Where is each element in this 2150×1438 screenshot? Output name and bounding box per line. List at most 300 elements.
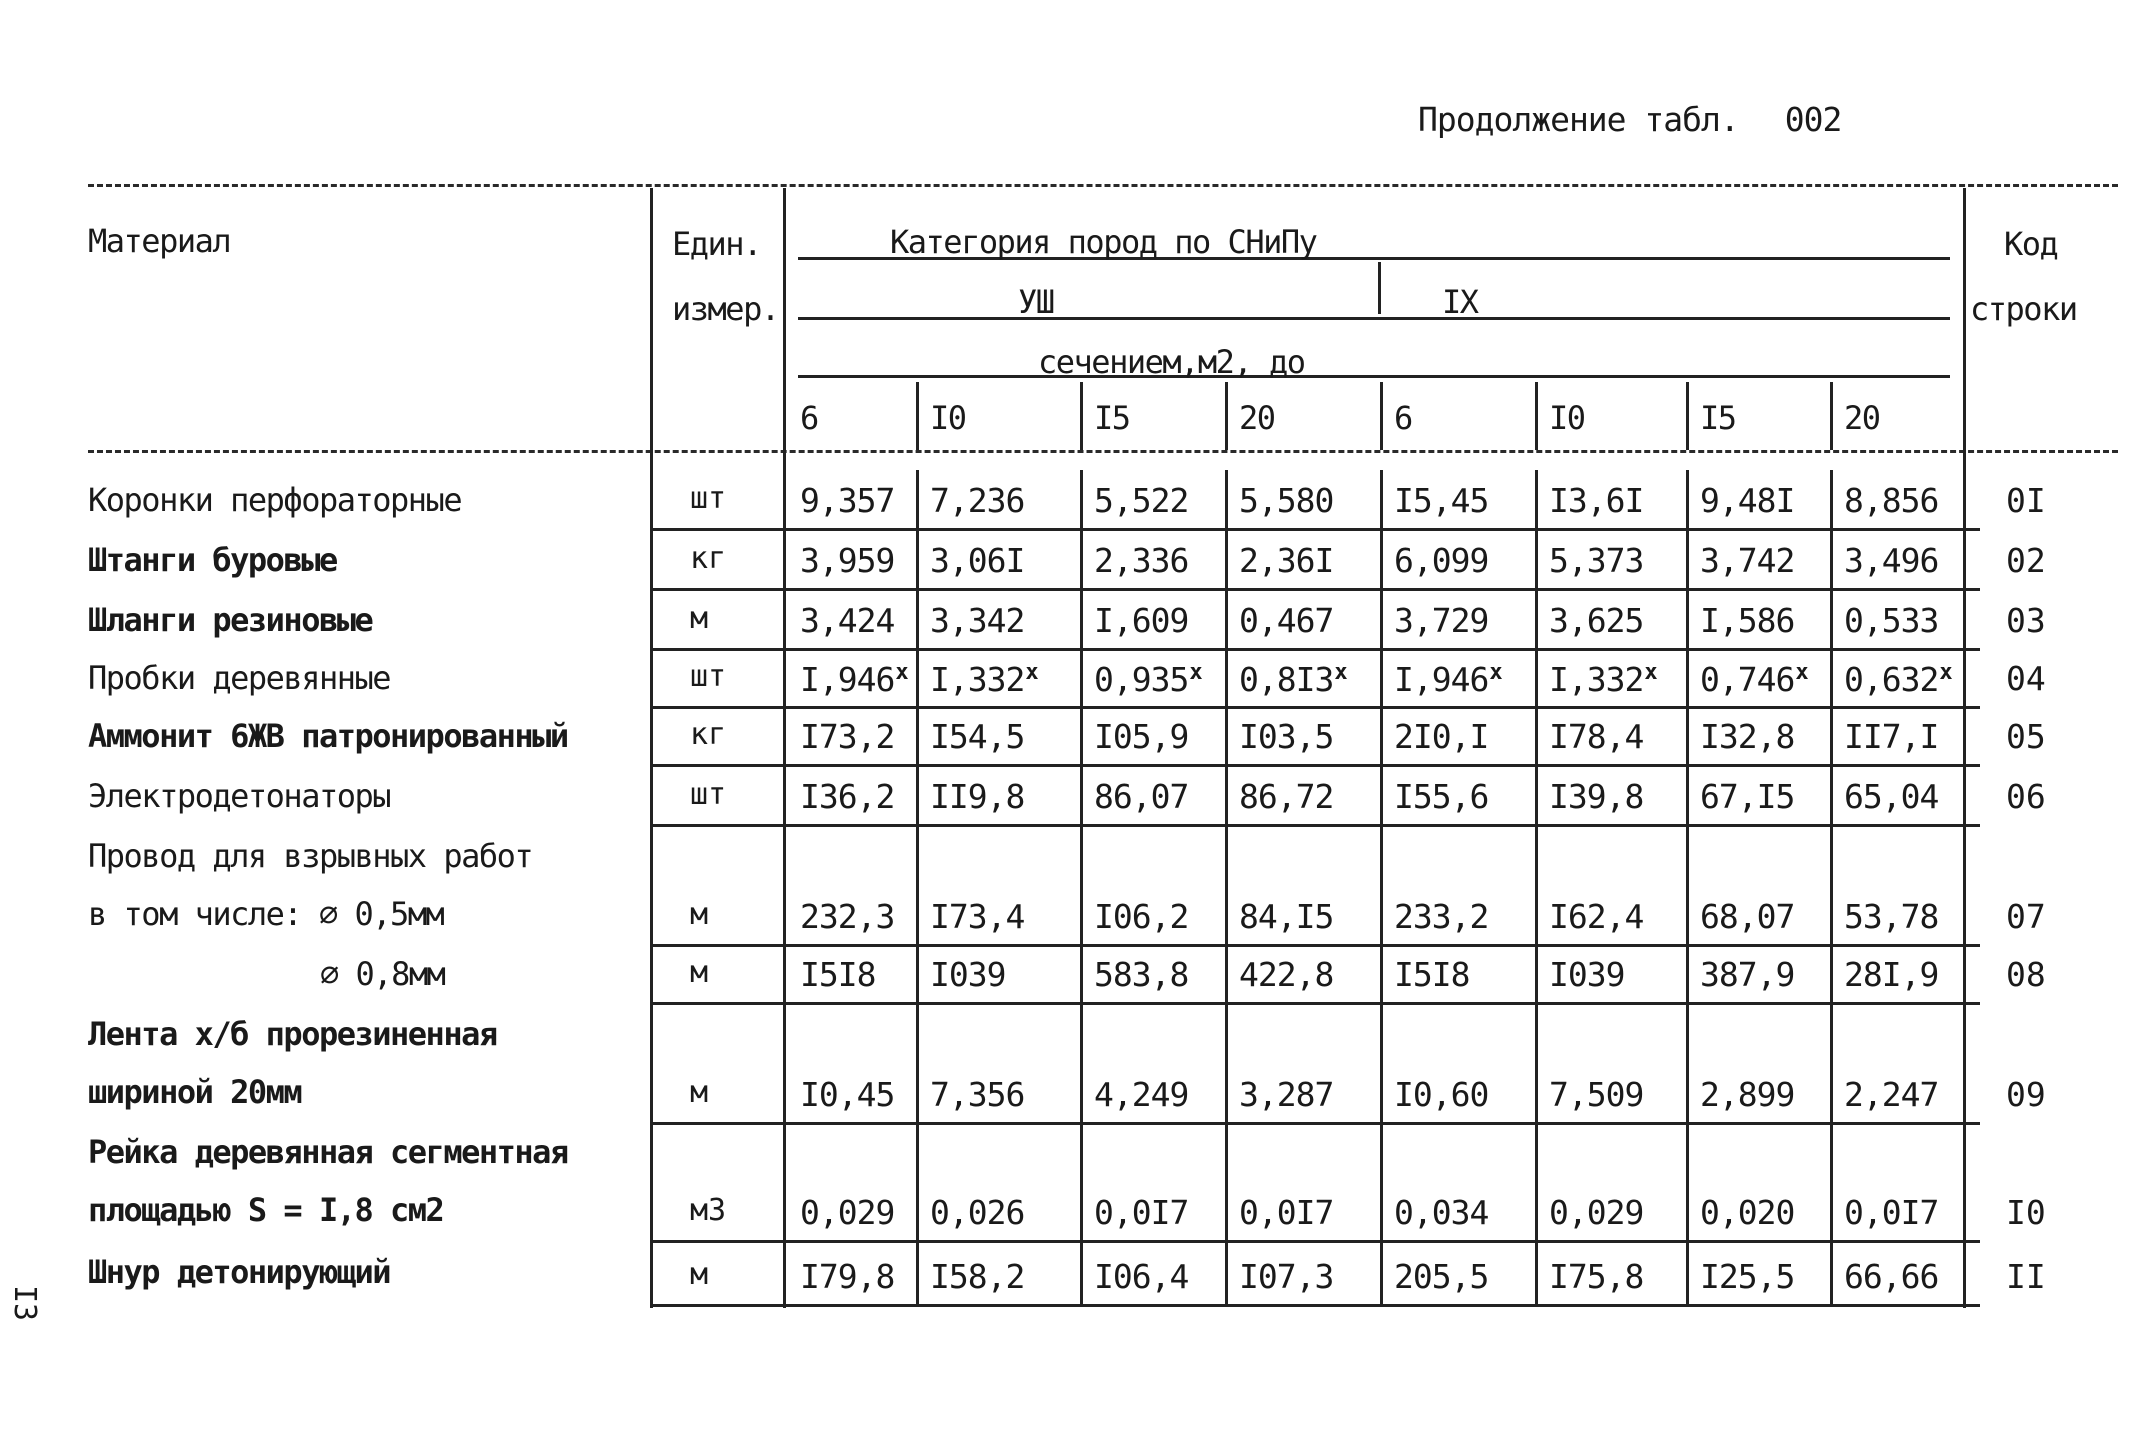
column-divider xyxy=(1535,590,1538,648)
row-separator xyxy=(650,706,1980,709)
row-separator xyxy=(650,824,1980,827)
column-divider xyxy=(1225,1004,1228,1122)
value-text: 0,029 xyxy=(800,1193,895,1232)
column-divider xyxy=(1380,530,1383,588)
value-cell xyxy=(1844,660,1952,699)
column-divider xyxy=(1080,590,1083,648)
value-text: 0,746 xyxy=(1700,660,1795,699)
value-cell xyxy=(1094,1193,1189,1232)
row-code: I0 xyxy=(2006,1193,2046,1232)
value-text: 2,899 xyxy=(1700,1075,1795,1114)
value-text: 0,0I7 xyxy=(1239,1193,1334,1232)
value-text: 3,06I xyxy=(930,541,1025,580)
value-cell xyxy=(930,1075,1025,1114)
section-label: 6 xyxy=(800,399,818,437)
value-cell xyxy=(1394,541,1489,580)
value-cell xyxy=(1549,897,1644,936)
footnote-mark: x xyxy=(1189,660,1202,685)
unit-cell: м xyxy=(690,955,709,990)
value-text: I0,45 xyxy=(800,1075,895,1114)
value-cell xyxy=(1094,717,1189,756)
group-viii-label: УШ xyxy=(1018,283,1054,321)
value-cell xyxy=(1094,1257,1189,1296)
value-cell xyxy=(1094,1075,1189,1114)
value-text: 0,8I3 xyxy=(1239,660,1334,699)
row-code: 07 xyxy=(2006,897,2046,936)
section-divider xyxy=(1535,382,1538,450)
value-text: 65,04 xyxy=(1844,777,1939,816)
value-text: 0,935 xyxy=(1094,660,1189,699)
value-cell xyxy=(800,660,908,699)
column-divider xyxy=(916,470,919,528)
value-cell xyxy=(1094,660,1202,699)
value-text: 205,5 xyxy=(1394,1257,1489,1296)
column-divider xyxy=(1830,706,1833,764)
value-text: 53,78 xyxy=(1844,897,1939,936)
value-text: 2,36I xyxy=(1239,541,1334,580)
column-divider xyxy=(916,648,919,706)
row-separator xyxy=(650,944,1980,947)
value-text: 0,0I7 xyxy=(1094,1193,1189,1232)
column-divider xyxy=(916,1004,919,1122)
material-name: Шланги резиновые xyxy=(88,601,373,639)
unit-cell: м xyxy=(690,897,709,932)
value-text: II7,I xyxy=(1844,717,1939,756)
value-cell xyxy=(1700,1257,1795,1296)
value-cell xyxy=(1394,777,1489,816)
value-text: I05,9 xyxy=(1094,717,1189,756)
value-text: I62,4 xyxy=(1549,897,1644,936)
column-divider xyxy=(1535,1004,1538,1122)
value-cell xyxy=(1094,897,1189,936)
value-cell xyxy=(1239,481,1334,520)
value-text: I78,4 xyxy=(1549,717,1644,756)
value-text: I54,5 xyxy=(930,717,1025,756)
value-text: I,946 xyxy=(800,660,895,699)
section-label: I5 xyxy=(1700,399,1736,437)
value-text: 3,625 xyxy=(1549,601,1644,640)
value-cell xyxy=(800,1257,895,1296)
column-divider xyxy=(1080,944,1083,1002)
footnote-mark: x xyxy=(1025,660,1038,685)
value-cell xyxy=(1094,481,1189,520)
row-code: II xyxy=(2006,1257,2046,1296)
value-cell xyxy=(1549,660,1657,699)
value-text: 2I0,I xyxy=(1394,717,1489,756)
value-text: 0,467 xyxy=(1239,601,1334,640)
column-divider xyxy=(1686,648,1689,706)
material-name: Шнур детонирующий xyxy=(88,1253,391,1291)
column-divider xyxy=(916,706,919,764)
column-divider xyxy=(916,1122,919,1240)
value-cell xyxy=(1549,717,1644,756)
row-separator xyxy=(650,588,1980,591)
value-cell xyxy=(1700,601,1795,640)
value-text: I3,6I xyxy=(1549,481,1644,520)
value-text: 86,72 xyxy=(1239,777,1334,816)
value-text: 583,8 xyxy=(1094,955,1189,994)
value-text: 3,742 xyxy=(1700,541,1795,580)
section-divider xyxy=(1686,382,1689,450)
column-divider xyxy=(1830,944,1833,1002)
column-divider xyxy=(1380,470,1383,528)
top-dashed-rule xyxy=(88,184,2118,187)
value-cell xyxy=(1700,1075,1795,1114)
column-divider xyxy=(916,826,919,944)
value-cell xyxy=(1239,897,1334,936)
value-cell xyxy=(1239,777,1334,816)
column-divider xyxy=(1225,1242,1228,1304)
column-divider xyxy=(1080,470,1083,528)
column-divider xyxy=(1380,648,1383,706)
row-code: 06 xyxy=(2006,777,2046,816)
value-text: 5,522 xyxy=(1094,481,1189,520)
value-cell xyxy=(1700,777,1795,816)
value-cell xyxy=(800,481,895,520)
column-divider xyxy=(1225,826,1228,944)
column-divider xyxy=(916,944,919,1002)
table-caption xyxy=(1418,100,1841,139)
value-text: I0,60 xyxy=(1394,1075,1489,1114)
footnote-mark: x xyxy=(1939,660,1952,685)
value-text: I25,5 xyxy=(1700,1257,1795,1296)
unit-cell: м xyxy=(690,1257,709,1292)
value-cell xyxy=(930,955,1006,994)
column-divider xyxy=(1380,944,1383,1002)
column-divider xyxy=(1225,648,1228,706)
value-cell xyxy=(1394,1193,1489,1232)
column-divider xyxy=(1686,944,1689,1002)
column-divider xyxy=(1830,530,1833,588)
value-text: 422,8 xyxy=(1239,955,1334,994)
column-divider xyxy=(1380,1122,1383,1240)
value-cell xyxy=(800,955,876,994)
value-cell xyxy=(930,1257,1025,1296)
column-divider xyxy=(1535,1242,1538,1304)
section-title: сечением,м2, до xyxy=(1038,343,1305,381)
row-separator xyxy=(650,1240,1980,1243)
column-divider xyxy=(1380,706,1383,764)
value-text: 2,336 xyxy=(1094,541,1189,580)
material-name: ∅ 0,8мм xyxy=(320,955,445,993)
column-divider xyxy=(1535,826,1538,944)
value-text: I36,2 xyxy=(800,777,895,816)
value-text: I039 xyxy=(930,955,1006,994)
column-divider xyxy=(1535,530,1538,588)
value-text: I75,8 xyxy=(1549,1257,1644,1296)
value-cell xyxy=(1700,1193,1795,1232)
value-cell xyxy=(1549,1193,1644,1232)
value-text: 66,66 xyxy=(1844,1257,1939,1296)
value-text: 9,48I xyxy=(1700,481,1795,520)
value-cell xyxy=(1844,955,1939,994)
column-divider xyxy=(1830,1004,1833,1122)
column-divider xyxy=(916,1242,919,1304)
material-name: Провод для взрывных работ xyxy=(88,837,533,875)
value-cell xyxy=(1394,717,1489,756)
section-label: I0 xyxy=(930,399,966,437)
value-cell xyxy=(1394,955,1470,994)
material-name: в том числе: ∅ 0,5мм xyxy=(88,895,444,933)
group-underline xyxy=(798,317,1950,320)
value-cell xyxy=(930,777,1025,816)
value-text: 7,236 xyxy=(930,481,1025,520)
value-cell xyxy=(930,717,1025,756)
column-divider xyxy=(916,766,919,824)
value-text: I73,4 xyxy=(930,897,1025,936)
value-text: I,609 xyxy=(1094,601,1189,640)
value-cell xyxy=(1700,717,1795,756)
footnote-mark: x xyxy=(1795,660,1808,685)
value-text: 86,07 xyxy=(1094,777,1189,816)
category-title: Категория пород по СНиПу xyxy=(890,223,1317,261)
value-text: 3,342 xyxy=(930,601,1025,640)
material-name: Аммонит 6ЖВ патронированный xyxy=(88,717,568,755)
value-text: I07,3 xyxy=(1239,1257,1334,1296)
unit-header-line1: Един. xyxy=(672,225,761,263)
section-divider xyxy=(916,382,919,450)
value-cell xyxy=(1844,481,1939,520)
value-text: 0,0I7 xyxy=(1844,1193,1939,1232)
footnote-mark: x xyxy=(895,660,908,685)
unit-cell: шт xyxy=(690,659,727,694)
value-text: 6,099 xyxy=(1394,541,1489,580)
column-divider xyxy=(1380,1242,1383,1304)
value-text: I5I8 xyxy=(800,955,876,994)
value-cell xyxy=(1700,955,1795,994)
unit-cell: м3 xyxy=(690,1193,727,1228)
column-divider xyxy=(1225,590,1228,648)
row-code: 05 xyxy=(2006,717,2046,756)
value-text: I58,2 xyxy=(930,1257,1025,1296)
value-cell xyxy=(800,541,895,580)
column-divider xyxy=(1686,826,1689,944)
value-text: 8,856 xyxy=(1844,481,1939,520)
table-number: 002 xyxy=(1784,100,1842,139)
value-text: 67,I5 xyxy=(1700,777,1795,816)
value-text: 3,729 xyxy=(1394,601,1489,640)
value-cell xyxy=(1549,777,1644,816)
row-separator xyxy=(650,1002,1980,1005)
section-label: I5 xyxy=(1094,399,1130,437)
section-label: 20 xyxy=(1239,399,1275,437)
column-divider xyxy=(1686,1242,1689,1304)
footnote-mark: x xyxy=(1334,660,1347,685)
value-text: 7,356 xyxy=(930,1075,1025,1114)
value-text: I73,2 xyxy=(800,717,895,756)
unit-cell: кг xyxy=(690,541,727,576)
value-text: II9,8 xyxy=(930,777,1025,816)
value-text: 5,373 xyxy=(1549,541,1644,580)
value-cell xyxy=(800,601,895,640)
value-cell xyxy=(1700,481,1795,520)
footnote-mark: x xyxy=(1644,660,1657,685)
value-text: 2,247 xyxy=(1844,1075,1939,1114)
value-cell xyxy=(1394,601,1489,640)
row-separator xyxy=(650,764,1980,767)
value-cell xyxy=(930,541,1025,580)
value-text: 387,9 xyxy=(1700,955,1795,994)
value-text: I039 xyxy=(1549,955,1625,994)
column-divider xyxy=(1686,766,1689,824)
code-header-line1: Код xyxy=(2004,225,2058,263)
section-divider xyxy=(1380,382,1383,450)
value-cell xyxy=(1700,541,1795,580)
column-divider xyxy=(1535,944,1538,1002)
material-name: Электродетонаторы xyxy=(88,777,391,815)
column-divider xyxy=(1535,706,1538,764)
column-divider xyxy=(916,530,919,588)
value-text: 0,034 xyxy=(1394,1193,1489,1232)
value-cell xyxy=(1394,897,1489,936)
column-divider xyxy=(916,590,919,648)
material-name: Лента х/б прорезиненная xyxy=(88,1015,497,1053)
section-divider xyxy=(1830,382,1833,450)
value-text: I,586 xyxy=(1700,601,1795,640)
unit-cell: м xyxy=(690,601,709,636)
value-cell xyxy=(800,897,895,936)
material-name: Рейка деревянная сегментная xyxy=(88,1133,568,1171)
value-cell xyxy=(800,717,895,756)
value-text: 0,020 xyxy=(1700,1193,1795,1232)
column-divider xyxy=(1225,944,1228,1002)
value-cell xyxy=(1394,481,1489,520)
value-cell xyxy=(1094,955,1189,994)
section-label: I0 xyxy=(1549,399,1585,437)
value-cell xyxy=(1549,481,1644,520)
column-divider xyxy=(1830,1242,1833,1304)
row-code: 09 xyxy=(2006,1075,2046,1114)
value-text: 28I,9 xyxy=(1844,955,1939,994)
value-text: I5,45 xyxy=(1394,481,1489,520)
value-text: 3,496 xyxy=(1844,541,1939,580)
column-divider xyxy=(1686,590,1689,648)
value-text: 3,287 xyxy=(1239,1075,1334,1114)
value-cell xyxy=(1844,717,1939,756)
value-cell xyxy=(1239,1257,1334,1296)
material-name: Коронки перфораторные xyxy=(88,481,462,519)
column-divider xyxy=(1080,766,1083,824)
value-cell xyxy=(1844,541,1939,580)
value-cell xyxy=(1394,1257,1489,1296)
unit-header-line2: измер. xyxy=(672,290,779,328)
section-divider xyxy=(1080,382,1083,450)
column-divider xyxy=(1380,766,1383,824)
footnote-mark: x xyxy=(1489,660,1502,685)
value-cell xyxy=(930,897,1025,936)
value-text: I,332 xyxy=(1549,660,1644,699)
row-code: 04 xyxy=(2006,659,2046,698)
value-text: 233,2 xyxy=(1394,897,1489,936)
value-cell xyxy=(1239,717,1334,756)
column-divider xyxy=(1535,1122,1538,1240)
value-cell xyxy=(1844,1257,1939,1296)
value-cell xyxy=(1844,601,1939,640)
column-divider xyxy=(1080,530,1083,588)
page-number: I3 xyxy=(7,1285,42,1322)
section-label: 20 xyxy=(1844,399,1880,437)
column-divider xyxy=(1225,766,1228,824)
value-cell xyxy=(1549,541,1644,580)
column-divider xyxy=(1686,1122,1689,1240)
value-text: 0,632 xyxy=(1844,660,1939,699)
row-code: 02 xyxy=(2006,541,2046,580)
column-divider xyxy=(1080,706,1083,764)
caption-text: Продолжение табл. xyxy=(1418,100,1739,139)
value-text: 0,533 xyxy=(1844,601,1939,640)
value-text: 0,029 xyxy=(1549,1193,1644,1232)
value-text: 5,580 xyxy=(1239,481,1334,520)
material-name: Штанги буровые xyxy=(88,541,337,579)
column-divider xyxy=(1380,1004,1383,1122)
section-label: 6 xyxy=(1394,399,1412,437)
value-text: 3,424 xyxy=(800,601,895,640)
value-cell xyxy=(1239,601,1334,640)
value-cell xyxy=(1700,897,1795,936)
value-text: 3,959 xyxy=(800,541,895,580)
value-cell xyxy=(930,601,1025,640)
value-cell xyxy=(1549,955,1625,994)
value-text: I39,8 xyxy=(1549,777,1644,816)
value-cell xyxy=(1549,1075,1644,1114)
material-name: шириной 20мм xyxy=(88,1073,302,1111)
column-divider xyxy=(1380,826,1383,944)
column-divider xyxy=(1225,706,1228,764)
value-text: I06,4 xyxy=(1094,1257,1189,1296)
value-text: 232,3 xyxy=(800,897,895,936)
column-divider xyxy=(1080,1004,1083,1122)
value-text: I55,6 xyxy=(1394,777,1489,816)
value-text: I79,8 xyxy=(800,1257,895,1296)
column-divider xyxy=(1535,648,1538,706)
value-text: 0,026 xyxy=(930,1193,1025,1232)
unit-cell: шт xyxy=(690,481,727,516)
column-divider xyxy=(1225,1122,1228,1240)
value-cell xyxy=(1239,660,1347,699)
column-divider xyxy=(1686,530,1689,588)
column-divider xyxy=(1830,766,1833,824)
column-divider xyxy=(1225,470,1228,528)
value-cell xyxy=(930,660,1038,699)
row-separator xyxy=(650,648,1980,651)
value-text: 7,509 xyxy=(1549,1075,1644,1114)
value-cell xyxy=(930,481,1025,520)
material-header: Материал xyxy=(88,222,231,260)
value-cell xyxy=(1094,777,1189,816)
value-cell xyxy=(1239,955,1334,994)
column-divider xyxy=(1380,590,1383,648)
material-name: Пробки деревянные xyxy=(88,659,391,697)
code-header-line2: строки xyxy=(1970,290,2077,328)
row-code: 08 xyxy=(2006,955,2046,994)
material-name: площадью S = I,8 см2 xyxy=(88,1191,444,1229)
column-divider xyxy=(1830,470,1833,528)
value-cell xyxy=(1394,660,1502,699)
value-cell xyxy=(1844,1193,1939,1232)
column-divider xyxy=(1080,1122,1083,1240)
value-cell xyxy=(1239,1193,1334,1232)
value-text: 4,249 xyxy=(1094,1075,1189,1114)
unit-cell: шт xyxy=(690,777,727,812)
column-divider xyxy=(1535,470,1538,528)
header-dashed-rule xyxy=(88,450,2118,453)
divider-code xyxy=(1963,188,1966,1308)
value-cell xyxy=(1844,1075,1939,1114)
value-cell xyxy=(800,1075,895,1114)
row-code: 0I xyxy=(2006,481,2046,520)
value-cell xyxy=(800,777,895,816)
value-cell xyxy=(1239,541,1334,580)
